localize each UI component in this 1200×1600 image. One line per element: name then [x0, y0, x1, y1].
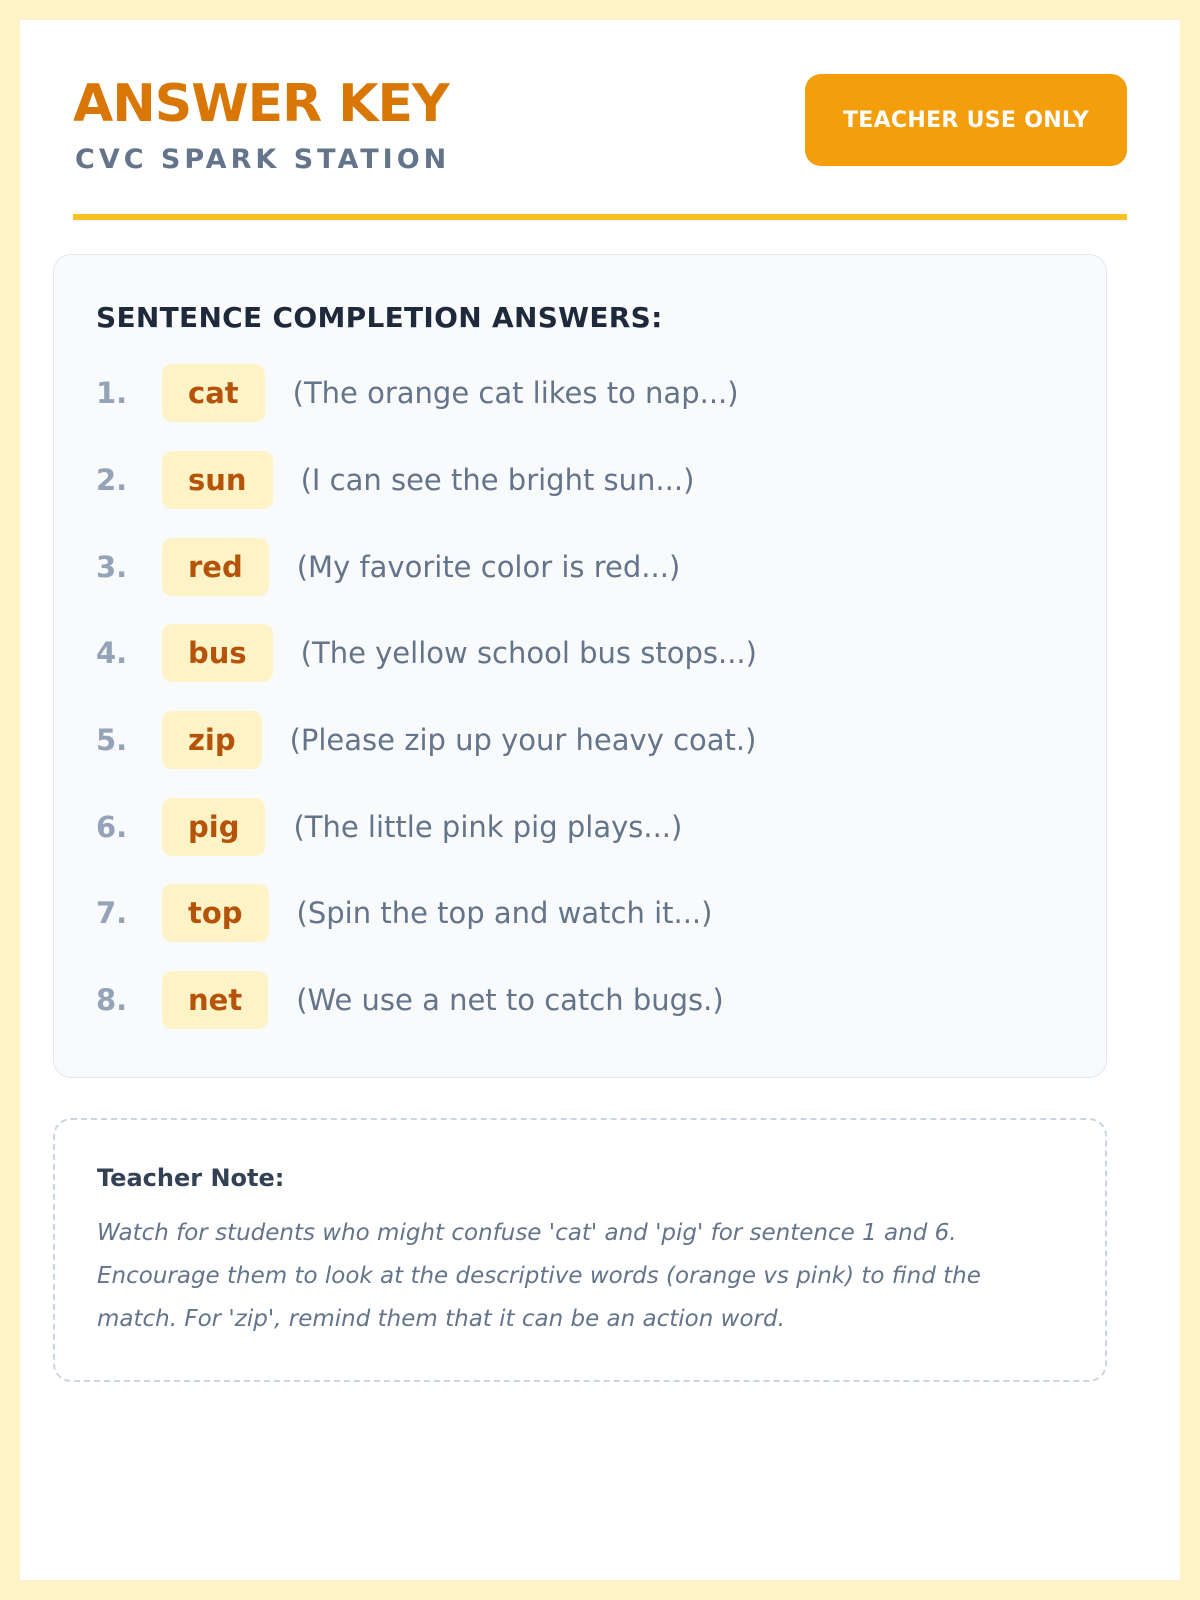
answer-row [96, 537, 680, 597]
answer-row [96, 710, 756, 770]
answer-sentence: (Spin the top and watch it...) [296, 896, 713, 930]
teacher-note-heading: Teacher Note: [97, 1164, 285, 1192]
answer-sentence: (The little pink pig plays...) [293, 810, 683, 844]
answers-heading: SENTENCE COMPLETION ANSWERS: [96, 301, 663, 334]
answer-word: red [162, 538, 269, 596]
answer-number: 8. [96, 983, 128, 1017]
answer-row [96, 363, 739, 423]
page-header [73, 20, 1127, 220]
page-subtitle: CVC SPARK STATION [75, 144, 451, 175]
answer-number: 6. [96, 810, 128, 844]
answer-row [96, 450, 694, 510]
answer-word: bus [162, 624, 273, 682]
answers-panel [53, 254, 1107, 1078]
teacher-use-only-badge: TEACHER USE ONLY [805, 74, 1127, 166]
answer-row [96, 883, 712, 943]
teacher-note-body: Watch for students who might confuse 'cat' and 'pig' for sentence 1 and 6. Encourage them to look at the descriptive words (orange vs pink) to find the match. For 'zip', remind them that it can be an action word. [97, 1220, 981, 1332]
answer-sentence: (We use a net to catch bugs.) [296, 983, 724, 1017]
answer-word: pig [162, 798, 265, 856]
answer-number: 3. [96, 550, 128, 584]
teacher-note-box [53, 1118, 1107, 1382]
answer-sentence: (I can see the bright sun...) [300, 463, 695, 497]
answer-row [96, 797, 682, 857]
answer-number: 7. [96, 896, 128, 930]
answer-sentence: (The yellow school bus stops...) [300, 636, 757, 670]
answer-word: sun [162, 451, 273, 509]
answer-word: net [162, 971, 268, 1029]
answer-number: 5. [96, 723, 128, 757]
answer-number: 2. [96, 463, 128, 497]
answer-sentence: (Please zip up your heavy coat.) [289, 723, 757, 757]
answer-sentence: (My favorite color is red...) [296, 550, 681, 584]
answer-word: zip [162, 711, 262, 769]
answer-number: 1. [96, 376, 128, 410]
answer-sentence: (The orange cat likes to nap...) [292, 376, 739, 410]
page-title: ANSWER KEY [73, 74, 449, 134]
answer-word: top [162, 884, 269, 942]
answer-number: 4. [96, 636, 128, 670]
answer-word: cat [162, 364, 265, 422]
answer-row [96, 623, 757, 683]
answer-row [96, 970, 724, 1030]
